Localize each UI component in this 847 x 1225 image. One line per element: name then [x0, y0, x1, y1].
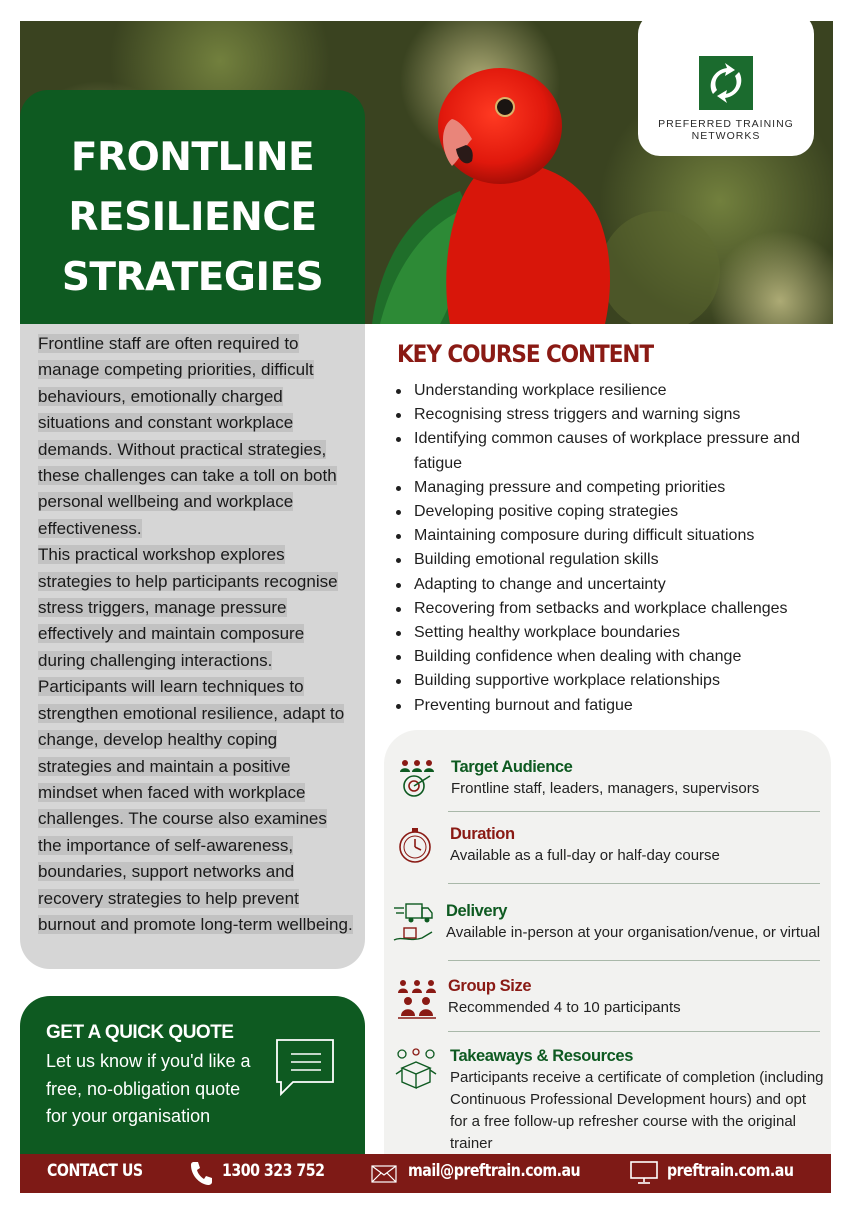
- phone-number[interactable]: 1300 323 752: [222, 1161, 325, 1180]
- delivery-truck-icon: [392, 902, 436, 951]
- speech-bubble-icon: [275, 1038, 337, 1101]
- description-paragraph-2: This practical workshop explores strategies to help participants recognise stress triggers, manage pressure effectively and maintain composure during challenging interactions. Participants will learn techniques to strengthen emotional resilience, adapt to change, develop healthy coping strategies and maintain a positive mindset when faced with workplace challenges. The course also examines the importance of self-awareness, boundaries, support networks and recovery strategies to help prevent burnout and promote long-term wellbeing.: [38, 545, 353, 934]
- list-item: Managing pressure and competing priorities: [395, 476, 825, 500]
- list-item: Developing positive coping strategies: [395, 500, 825, 524]
- target-audience-desc: Frontline staff, leaders, managers, supervisors: [451, 780, 760, 797]
- list-item: Building emotional regulation skills: [395, 548, 825, 572]
- list-item: Preventing burnout and fatigue: [395, 694, 825, 718]
- target-audience-title: Target Audience: [451, 758, 573, 776]
- logo-wordmark: PREFERRED TRAINING NETWORKS: [658, 118, 794, 142]
- logo-card: [638, 12, 814, 156]
- gift-box-icon: [394, 1048, 438, 1095]
- list-item: Adapting to change and uncertainty: [395, 573, 825, 597]
- clock-icon: [396, 826, 436, 871]
- page-title: FRONTLINE RESILIENCE STRATEGIES: [61, 135, 324, 300]
- audience-target-icon: [396, 758, 438, 803]
- email-icon: [371, 1165, 397, 1188]
- logo-mark-icon: [699, 56, 753, 110]
- takeaways-desc: Participants receive a certificate of completion (including Continuous Professional Development hours) and opt for a free follow-up refresher course with the original trainer: [450, 1069, 824, 1152]
- divider: [448, 811, 820, 812]
- list-item: Setting healthy workplace boundaries: [395, 621, 825, 645]
- list-item: Maintaining composure during difficult situations: [395, 524, 825, 548]
- delivery-title: Delivery: [446, 902, 508, 920]
- duration-item: [450, 825, 720, 867]
- divider: [448, 960, 820, 961]
- email-address[interactable]: mail@preftrain.com.au: [408, 1161, 581, 1180]
- group-size-desc: Recommended 4 to 10 participants: [448, 999, 681, 1016]
- delivery-item: [446, 902, 820, 944]
- target-audience-item: [451, 758, 759, 800]
- contact-us-label: CONTACT US: [47, 1161, 143, 1180]
- duration-desc: Available as a full-day or half-day course: [450, 847, 720, 864]
- quick-quote-body: Let us know if you'd like a free, no-obligation quote for your organisation: [46, 1051, 251, 1126]
- delivery-desc: Available in-person at your organisation/venue, or virtual: [446, 924, 821, 941]
- course-description: [38, 331, 353, 938]
- takeaways-item: [450, 1047, 825, 1155]
- list-item: Recovering from setbacks and workplace challenges: [395, 597, 825, 621]
- website-link[interactable]: preftrain.com.au: [667, 1161, 794, 1180]
- list-item: Understanding workplace resilience: [395, 379, 825, 403]
- divider: [448, 1031, 820, 1032]
- phone-icon: [189, 1160, 213, 1191]
- takeaways-title: Takeaways & Resources: [450, 1047, 633, 1065]
- description-paragraph-1: Frontline staff are often required to manage competing priorities, difficult behaviours, emotionally charged situations and constant workplace demands. Without practical strategies, these challenges can take a toll on both personal wellbeing and workplace effectiveness.: [38, 334, 337, 538]
- title-box: [20, 90, 365, 324]
- list-item: Recognising stress triggers and warning signs: [395, 403, 825, 427]
- monitor-icon: [630, 1161, 658, 1190]
- list-item: Building confidence when dealing with change: [395, 645, 825, 669]
- key-course-content-heading: KEY COURSE CONTENT: [397, 340, 654, 368]
- group-people-icon: [396, 978, 438, 1025]
- list-item: Identifying common causes of workplace pressure and fatigue: [395, 427, 825, 475]
- duration-title: Duration: [450, 825, 515, 843]
- group-size-title: Group Size: [448, 977, 532, 995]
- quick-quote-title: GET A QUICK QUOTE: [46, 1022, 234, 1043]
- divider: [448, 883, 820, 884]
- key-course-content-list: [395, 379, 825, 718]
- group-size-item: [448, 977, 681, 1019]
- list-item: Building supportive workplace relationships: [395, 669, 825, 693]
